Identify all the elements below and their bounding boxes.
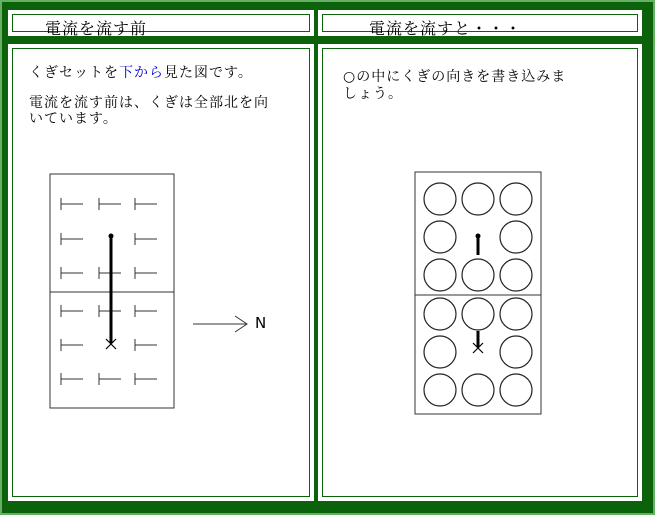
left-header-inner	[12, 14, 310, 38]
right-title: 電流を流すと・・・	[369, 19, 523, 38]
left-panel-inner	[12, 48, 310, 497]
left-line1-a: くぎセットを	[29, 65, 119, 81]
right-line2: しょう。	[343, 86, 403, 102]
right-panel	[318, 44, 642, 501]
left-header	[8, 10, 314, 36]
left-line1-highlight: 下から	[119, 65, 164, 81]
left-line2: 電流を流す前は、くぎは全部北を向	[29, 95, 269, 111]
left-line3: いています。	[29, 111, 118, 127]
left-line1	[29, 65, 253, 81]
left-title: 電流を流す前	[45, 19, 148, 38]
right-line1: ○の中にくぎの向きを書き込みま	[343, 69, 567, 85]
nail-set-diagram-before	[49, 173, 177, 411]
nail-set-diagram-answer[interactable]	[414, 171, 544, 417]
compass-label: N	[255, 314, 268, 332]
right-header	[318, 10, 642, 36]
right-panel-inner	[322, 48, 638, 497]
left-line1-c: 見た図です。	[164, 65, 253, 81]
north-arrow-icon	[191, 311, 251, 337]
left-panel	[8, 44, 314, 501]
right-header-inner	[322, 14, 638, 38]
